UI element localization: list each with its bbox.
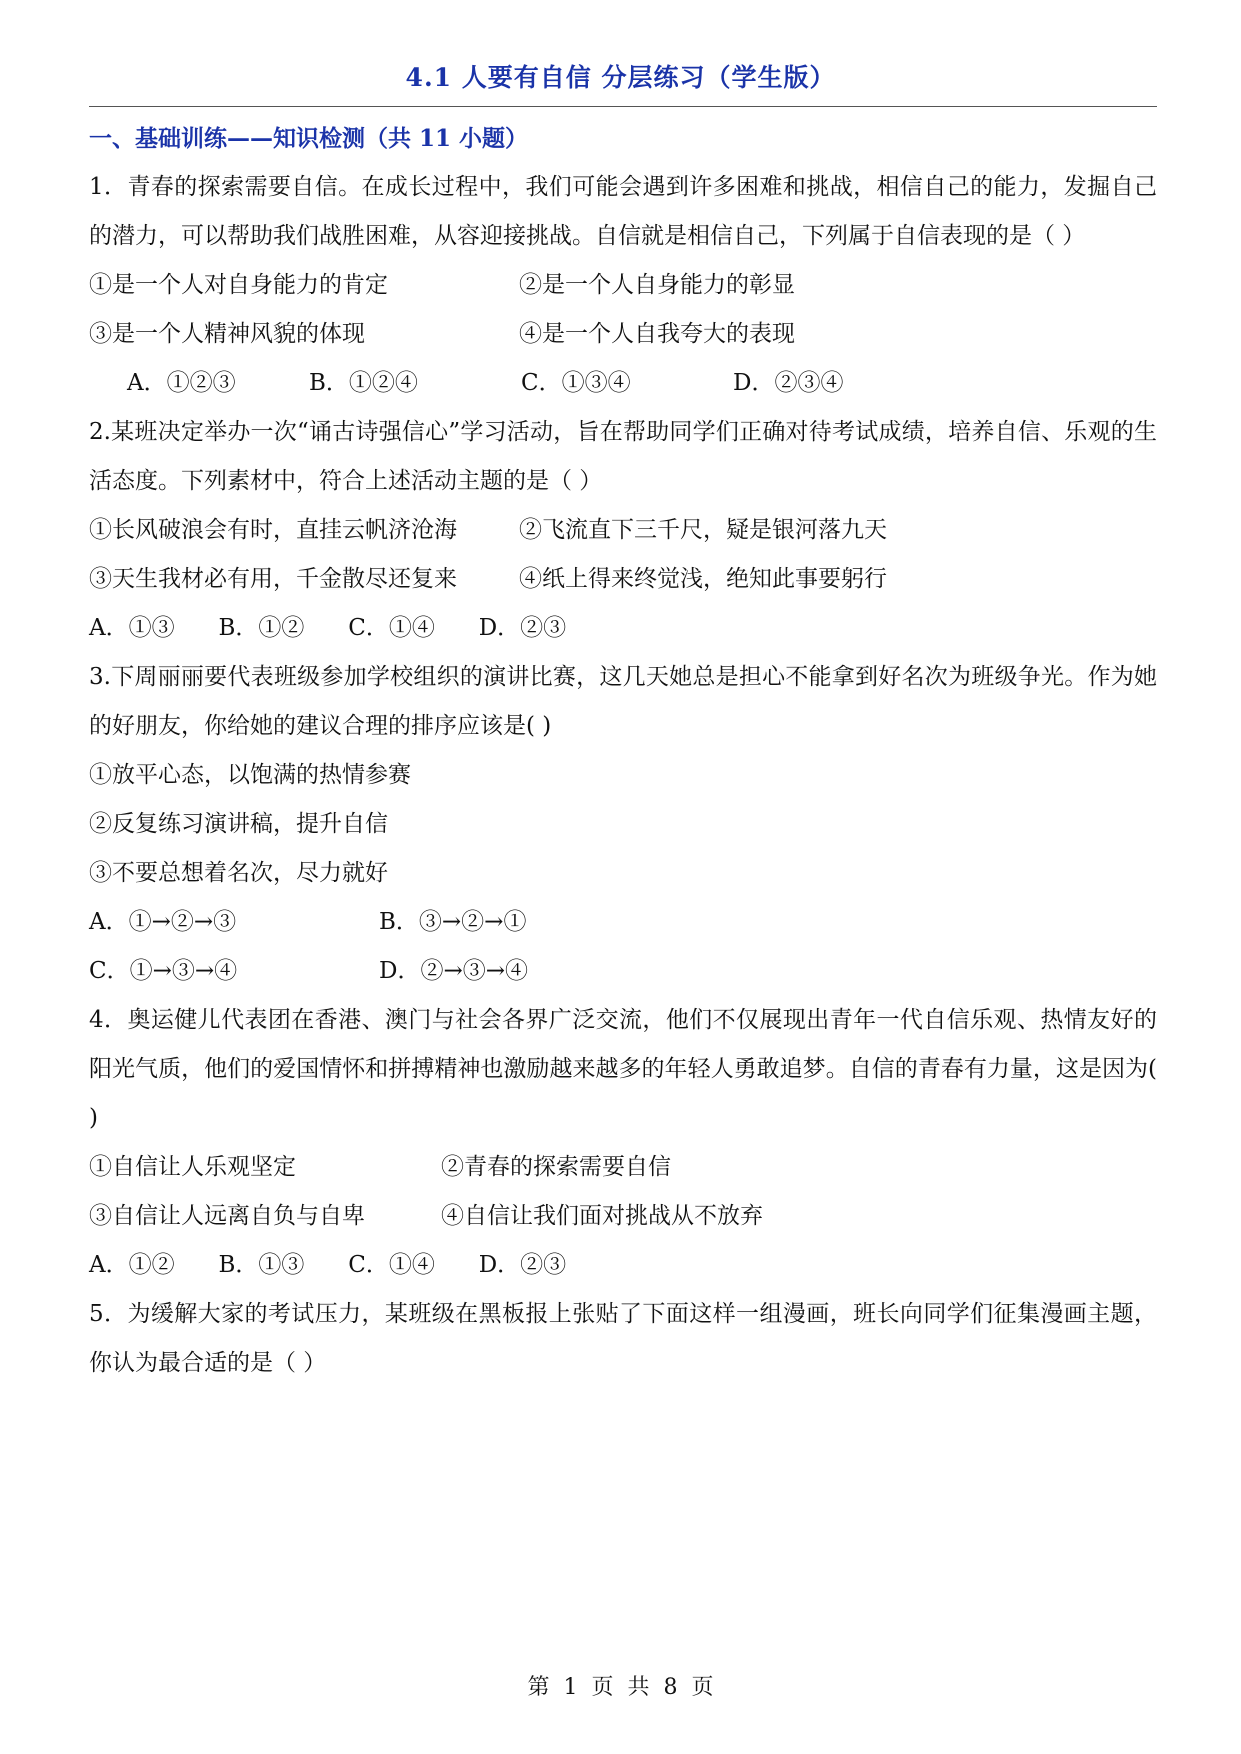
statement: ④纸上得来终觉浅，绝知此事要躬行 xyxy=(519,566,887,592)
option-d[interactable]: D．②③④ xyxy=(733,370,844,396)
question-5-stem: 5．为缓解大家的考试压力，某班级在黑板报上张贴了下面这样一组漫画，班长向同学们征集漫画主题，你认为最合适的是（ ） xyxy=(89,1301,1157,1376)
option-d[interactable]: D．②→③→④ xyxy=(379,958,528,984)
option-b[interactable]: B．③→②→① xyxy=(379,909,527,935)
option-a[interactable]: A．①②③ xyxy=(127,370,236,396)
statement: ②反复练习演讲稿，提升自信 xyxy=(89,811,388,837)
question-list xyxy=(89,163,1157,1388)
option-c[interactable]: C．①③④ xyxy=(521,370,631,396)
question-1-options xyxy=(89,359,1157,408)
section-heading: 一、基础训练——知识检测（共 11 小题） xyxy=(89,125,529,152)
statement: ④自信让我们面对挑战从不放弃 xyxy=(441,1203,763,1229)
statement: ①放平心态，以饱满的热情参赛 xyxy=(89,762,411,788)
question-4-statements-row-1 xyxy=(89,1143,1157,1192)
question-2-options[interactable]: A．①③ B．①② C．①④ D．②③ xyxy=(89,615,567,641)
question-1-statements-row-1 xyxy=(89,261,1157,310)
statement: ①长风破浪会有时，直挂云帆济沧海 xyxy=(89,517,457,543)
question-2-statements-row-2 xyxy=(89,555,1157,604)
question-3-options-row-1 xyxy=(89,898,1157,947)
page-number: 第 1 页 共 8 页 xyxy=(527,1675,714,1700)
statement: ①自信让人乐观坚定 xyxy=(89,1154,296,1180)
question-2-statements-row-1 xyxy=(89,506,1157,555)
option-c[interactable]: C．①→③→④ xyxy=(89,958,238,984)
statement: ②是一个人自身能力的彰显 xyxy=(519,272,795,298)
question-4-statements-row-2 xyxy=(89,1192,1157,1241)
statement: ①是一个人对自身能力的肯定 xyxy=(89,272,388,298)
question-4-stem: 4．奥运健儿代表团在香港、澳门与社会各界广泛交流，他们不仅展现出青年一代自信乐观、热情友好的阳光气质，他们的爱国情怀和拼搏精神也激励越来越多的年轻人勇敢追梦。自信的青春有力量，这是因为( ) xyxy=(89,1007,1157,1131)
question-3-stem: 3.下周丽丽要代表班级参加学校组织的演讲比赛，这几天她总是担心不能拿到好名次为班级争光。作为她的好朋友，你给她的建议合理的排序应该是( ) xyxy=(89,664,1157,739)
option-b[interactable]: B．①②④ xyxy=(309,370,418,396)
question-1-statements-row-2 xyxy=(89,310,1157,359)
option-a[interactable]: A．①→②→③ xyxy=(89,909,237,935)
statement: ③天生我材必有用，千金散尽还复来 xyxy=(89,566,457,592)
statement: ③是一个人精神风貌的体现 xyxy=(89,321,365,347)
statement: ④是一个人自我夸大的表现 xyxy=(519,321,795,347)
page-title: 4.1 人要有自信 分层练习（学生版） xyxy=(405,63,836,92)
question-3-options-row-2 xyxy=(89,947,1157,996)
statement: ③不要总想着名次，尽力就好 xyxy=(89,860,388,886)
statement: ②青春的探索需要自信 xyxy=(441,1154,671,1180)
question-1-stem: 1．青春的探索需要自信。在成长过程中，我们可能会遇到许多困难和挑战，相信自己的能力，发掘自己的潜力，可以帮助我们战胜困难，从容迎接挑战。自信就是相信自己，下列属于自信表现的是（ ） xyxy=(89,174,1157,249)
title-divider xyxy=(89,106,1157,107)
statement: ③自信让人远离自负与自卑 xyxy=(89,1203,365,1229)
question-4-options[interactable]: A．①② B．①③ C．①④ D．②③ xyxy=(89,1252,567,1278)
statement: ②飞流直下三千尺，疑是银河落九天 xyxy=(519,517,887,543)
question-2-stem: 2.某班决定举办一次“诵古诗强信心”学习活动，旨在帮助同学们正确对待考试成绩，培养自信、乐观的生活态度。下列素材中，符合上述活动主题的是（ ） xyxy=(89,419,1157,494)
